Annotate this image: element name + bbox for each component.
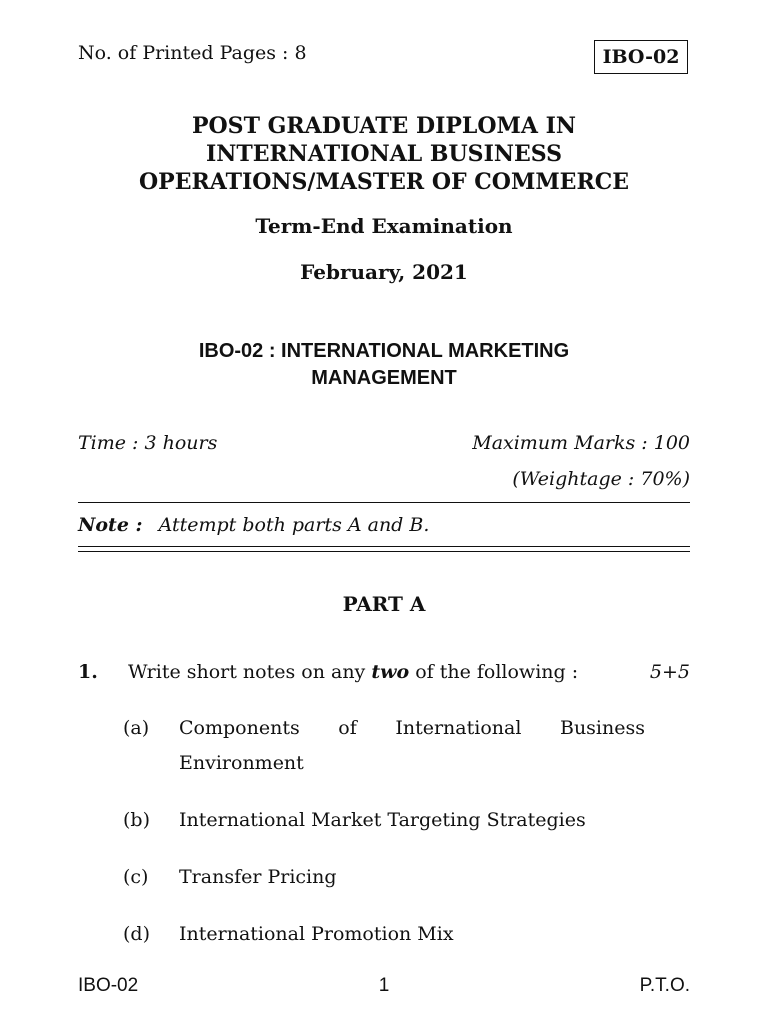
- part-heading: PART A: [342, 592, 426, 616]
- question-emphasis: two: [371, 661, 410, 683]
- footer-pto: P.T.O.: [639, 975, 690, 996]
- option-d-text: International Promotion Mix: [179, 923, 454, 945]
- option-b-text: International Market Targeting Strategies: [179, 809, 586, 831]
- question-marks: 5+5: [649, 661, 690, 683]
- question-text-before: Write short notes on any: [128, 661, 366, 683]
- title-line-2: INTERNATIONAL BUSINESS: [205, 141, 563, 167]
- option-a-label: (a): [123, 717, 150, 739]
- paper-title-line-1: IBO-02 : INTERNATIONAL MARKETING: [198, 340, 570, 362]
- exam-type: Term-End Examination: [255, 214, 513, 238]
- max-marks: Maximum Marks : 100: [472, 432, 690, 454]
- exam-date: February, 2021: [300, 260, 468, 284]
- divider-top: [78, 502, 690, 503]
- title-line-3: OPERATIONS/MASTER OF COMMERCE: [138, 169, 630, 195]
- question-number: 1.: [78, 661, 98, 683]
- title-line-1: POST GRADUATE DIPLOMA IN: [191, 113, 577, 139]
- note-text: Attempt both parts A and B.: [158, 514, 430, 536]
- question-text-after: of the following :: [415, 661, 579, 683]
- question-text: [128, 661, 578, 683]
- option-a-word: Business: [559, 717, 645, 739]
- footer-code: IBO-02: [78, 975, 139, 996]
- note: [78, 514, 429, 536]
- footer-page-number: 1: [378, 975, 390, 996]
- weightage: (Weightage : 70%): [512, 468, 690, 490]
- note-label: Note :: [78, 514, 143, 536]
- time-allowed: Time : 3 hours: [78, 432, 218, 454]
- divider-double-2: [78, 551, 690, 552]
- printed-pages: No. of Printed Pages : 8: [78, 42, 307, 64]
- paper-code-box: IBO-02: [594, 40, 688, 74]
- option-a-line-1: [179, 717, 645, 739]
- option-c-text: Transfer Pricing: [179, 866, 337, 888]
- divider-double-1: [78, 546, 690, 547]
- option-a-word: Components: [179, 717, 300, 739]
- option-b-label: (b): [123, 809, 150, 831]
- option-a-line-2: Environment: [179, 752, 304, 774]
- option-a-word: of: [338, 717, 357, 739]
- paper-title-line-2: MANAGEMENT: [311, 367, 457, 389]
- option-a-word: International: [395, 717, 522, 739]
- option-c-label: (c): [123, 866, 149, 888]
- option-d-label: (d): [123, 923, 150, 945]
